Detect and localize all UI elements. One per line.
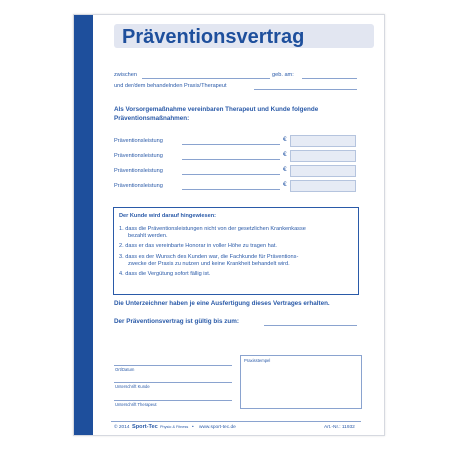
birthdate-line[interactable]: [302, 78, 357, 79]
validity-line[interactable]: [264, 325, 357, 326]
notice-item: 2. dass er das vereinbarte Honorar in voller Höhe zu tragen hat.: [119, 243, 277, 249]
form-title: Präventionsvertrag: [122, 26, 305, 48]
article-number: Art.-Nr.: 11932: [324, 425, 355, 430]
validity-label: Der Präventionsvertrag ist gültig bis zum:: [114, 318, 239, 325]
contract-form: [73, 14, 385, 436]
birthdate-label: geb. am:: [272, 72, 294, 78]
euro-sign: €: [283, 181, 287, 188]
amount-field[interactable]: [290, 180, 356, 192]
practice-stamp-box[interactable]: [240, 355, 362, 409]
practice-stamp-label: Praxisstempel: [244, 358, 271, 363]
website-url: www.sport-tec.de: [199, 425, 236, 430]
notice-item: 4. dass die Vergütung sofort fällig ist.: [119, 271, 211, 277]
therapist-label: und der/dem behandelnden Praxis/Therapeut: [114, 83, 227, 89]
therapist-signature-line[interactable]: [114, 400, 232, 401]
client-name-line[interactable]: [142, 78, 270, 79]
brand-logo: Sport-Tec: [132, 424, 158, 430]
euro-sign: €: [283, 136, 287, 143]
therapist-line[interactable]: [254, 89, 357, 90]
client-signature-label: Unterschrift Kunde: [115, 384, 150, 389]
service-label: Präventionsleistung: [114, 183, 163, 189]
left-color-stripe: [74, 15, 93, 435]
copies-statement: Die Unterzeichner haben je eine Ausfertigung dieses Vertrages erhalten.: [114, 300, 330, 307]
footer-bullet: •: [192, 425, 194, 430]
brand-subtitle: Physio & Fitness: [160, 425, 189, 429]
notice-item: 1. dass die Präventionsleistungen nicht von der gesetzlichen Krankenkasse: [119, 226, 306, 232]
copyright: © 2014: [114, 425, 130, 430]
amount-field[interactable]: [290, 135, 356, 147]
client-signature-line[interactable]: [114, 382, 232, 383]
place-date-line[interactable]: [114, 365, 232, 366]
zwischen-label: zwischen: [114, 72, 138, 78]
service-label: Präventionsleistung: [114, 153, 163, 159]
service-line[interactable]: [182, 189, 280, 190]
service-label: Präventionsleistung: [114, 168, 163, 174]
service-line[interactable]: [182, 159, 280, 160]
intro-line-2: Präventionsmaßnahmen:: [114, 115, 190, 122]
euro-sign: €: [283, 166, 287, 173]
therapist-signature-label: Unterschrift Therapeut: [115, 402, 157, 407]
notice-item-cont: bezahlt werden.: [128, 233, 168, 239]
notice-item-cont: zwecke der Praxis zu nutzen und keine Krankheit behandelt wird.: [128, 261, 290, 267]
service-line[interactable]: [182, 144, 280, 145]
place-date-label: Ort/Datum: [115, 367, 135, 372]
notice-box: [113, 207, 359, 295]
service-label: Präventionsleistung: [114, 138, 163, 144]
notice-heading: Der Kunde wird darauf hingewiesen:: [119, 213, 216, 219]
service-line[interactable]: [182, 174, 280, 175]
intro-line-1: Als Vorsorgemaßnahme vereinbaren Therapeut und Kunde folgende: [114, 106, 319, 113]
amount-field[interactable]: [290, 150, 356, 162]
notice-item: 3. dass es der Wunsch des Kunden war, die Fachkunde für Präventions-: [119, 254, 299, 260]
footer-divider: [111, 421, 361, 422]
amount-field[interactable]: [290, 165, 356, 177]
euro-sign: €: [283, 151, 287, 158]
